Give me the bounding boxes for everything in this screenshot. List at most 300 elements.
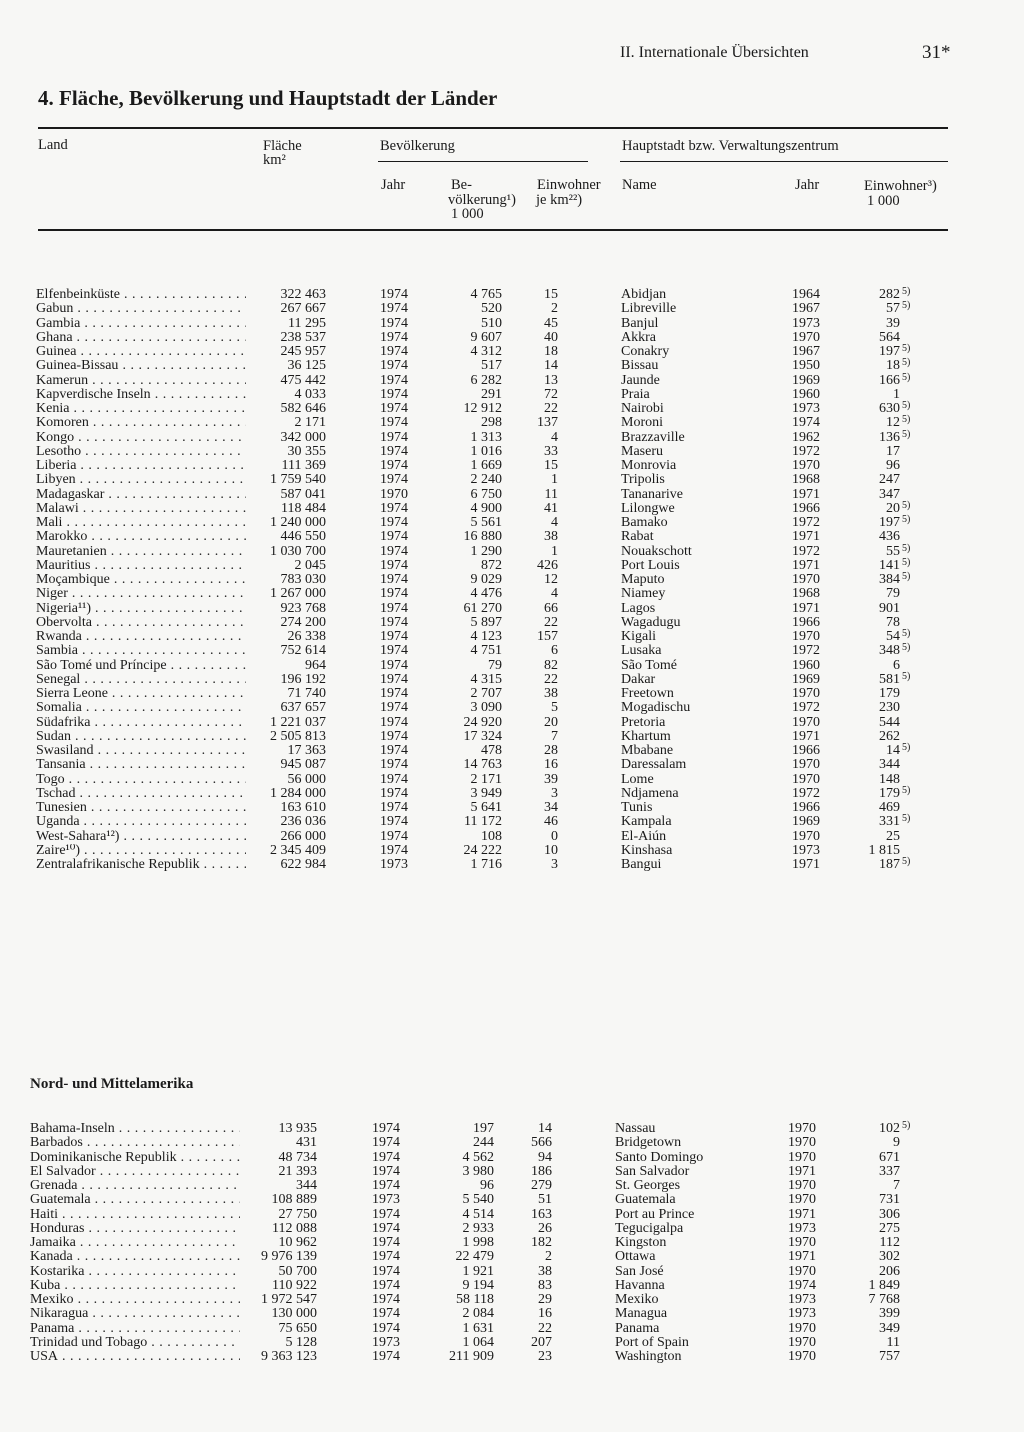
table-row	[0, 388, 1024, 402]
table-row	[0, 858, 1024, 872]
population-value: 1 716	[470, 857, 502, 872]
density-value: 66	[544, 600, 558, 616]
population-year: 1974	[380, 657, 408, 673]
capital-name: Mbabane	[621, 743, 674, 758]
population-value: 24 920	[463, 714, 502, 730]
capital-name: Daressalam	[621, 757, 687, 773]
country-name: Trinidad und Tobago . . .	[30, 1336, 240, 1350]
footnote-marker: 5)	[902, 499, 911, 511]
area-value: 752 614	[280, 643, 326, 659]
footnote-marker: 5)	[902, 357, 911, 369]
capital-year: 1968	[792, 586, 820, 602]
population-year: 1974	[380, 842, 408, 858]
population-value: 4 315	[470, 671, 502, 687]
population-year: 1974	[372, 1178, 400, 1193]
footnote-marker: 5)	[902, 1120, 911, 1131]
country-name: Guinea-Bissau . . .	[36, 359, 246, 373]
area-value: 13 935	[278, 1121, 317, 1136]
capital-population: 384	[879, 572, 900, 587]
density-value: 7	[551, 728, 558, 744]
capital-population: 347	[879, 486, 900, 502]
table-row	[0, 302, 1024, 316]
population-year: 1974	[380, 629, 408, 644]
capital-population: 79	[886, 586, 900, 602]
area-value: 238 537	[280, 329, 326, 345]
population-value: 1 064	[462, 1334, 494, 1350]
col-h-einw-2: 1 000	[867, 193, 900, 209]
capital-name: Wagadugu	[621, 614, 681, 630]
density-value: 13	[544, 372, 558, 388]
density-value: 22	[544, 401, 558, 416]
population-value: 478	[481, 743, 502, 758]
capital-year: 1966	[792, 743, 820, 758]
area-value: 112 088	[272, 1220, 317, 1236]
table-row	[0, 402, 1024, 416]
capital-population: 14	[886, 743, 900, 758]
capital-name: Washington	[615, 1349, 682, 1364]
capital-name: Tegucigalpa	[615, 1220, 684, 1236]
country-name: Nigeria¹¹) . . .	[36, 602, 246, 616]
density-value: 14	[544, 358, 558, 374]
table-row	[0, 1122, 1024, 1136]
table-row	[0, 1236, 1024, 1250]
area-value: 1 221 037	[270, 714, 326, 730]
area-value: 9 976 139	[261, 1249, 317, 1265]
capital-population: 197	[879, 344, 900, 359]
area-value: 266 000	[280, 828, 326, 844]
population-value: 1 921	[462, 1263, 494, 1279]
capital-population: 206	[879, 1263, 900, 1279]
capital-name: Jaunde	[621, 372, 660, 388]
capital-population: 12	[886, 415, 900, 431]
population-value: 4 562	[462, 1149, 494, 1165]
area-value: 11 295	[288, 315, 326, 331]
capital-name: St. Georges	[615, 1178, 681, 1193]
capital-name: Mexiko	[615, 1292, 659, 1307]
capital-name: Maseru	[621, 443, 663, 459]
area-value: 322 463	[280, 287, 326, 302]
density-value: 1	[551, 543, 558, 559]
country-name: El Salvador . . .	[30, 1165, 240, 1179]
population-year: 1974	[380, 529, 408, 545]
capital-name: Moroni	[621, 415, 663, 431]
density-value: 279	[531, 1178, 552, 1193]
country-name: Madagaskar . . .	[36, 488, 246, 502]
country-name: Barbados . . .	[30, 1136, 240, 1150]
density-value: 23	[538, 1349, 552, 1364]
population-year: 1974	[380, 458, 408, 473]
population-value: 2 240	[470, 472, 502, 488]
table-row	[0, 701, 1024, 715]
population-year: 1974	[372, 1206, 400, 1222]
table-row	[0, 1179, 1024, 1193]
capital-name: Dakar	[621, 671, 656, 687]
capital-population: 141	[879, 557, 900, 573]
capital-year: 1970	[792, 329, 820, 345]
country-name: Uganda . . .	[36, 815, 246, 829]
area-value: 71 740	[287, 686, 326, 701]
population-value: 58 118	[456, 1292, 494, 1307]
area-value: 17 363	[287, 743, 326, 758]
capital-population: 349	[879, 1320, 900, 1336]
capital-name: Maputo	[621, 572, 665, 587]
population-year: 1974	[380, 572, 408, 587]
density-value: 6	[551, 643, 558, 659]
africa-table	[0, 288, 1024, 872]
capital-population: 39	[886, 315, 900, 331]
country-name: Kongo . . .	[36, 431, 246, 445]
population-year: 1974	[380, 828, 408, 844]
country-name: Guatemala . . .	[30, 1193, 240, 1207]
density-value: 3	[551, 857, 558, 872]
area-value: 130 000	[271, 1306, 317, 1322]
area-value: 1 284 000	[270, 785, 326, 801]
capital-year: 1966	[792, 800, 820, 815]
table-row	[0, 644, 1024, 658]
capital-year: 1966	[792, 500, 820, 516]
area-value: 30 355	[287, 443, 326, 459]
capital-name: El-Aiún	[621, 828, 667, 844]
capital-population: 581	[879, 671, 900, 687]
population-year: 1974	[380, 429, 408, 445]
capital-year: 1970	[788, 1235, 816, 1250]
population-year: 1974	[380, 472, 408, 488]
density-value: 34	[544, 800, 558, 815]
capital-year: 1967	[792, 301, 820, 317]
capital-year: 1968	[792, 472, 820, 488]
capital-year: 1970	[788, 1135, 816, 1151]
capital-name: Guatemala	[615, 1192, 676, 1208]
population-value: 1 016	[470, 443, 502, 459]
col-flaeche: Fläche	[263, 138, 302, 154]
population-value: 2 171	[470, 771, 502, 787]
capital-population: 1 849	[868, 1277, 900, 1293]
population-year: 1970	[380, 486, 408, 502]
capital-population: 197	[879, 515, 900, 530]
page-number: 31*	[922, 42, 951, 63]
area-value: 923 768	[280, 600, 326, 616]
area-value: 36 125	[287, 358, 326, 374]
capital-name: Freetown	[621, 686, 674, 701]
capital-population: 96	[886, 458, 900, 473]
country-name: Kapverdische Inseln . . .	[36, 388, 246, 402]
country-name: Sudan . . .	[36, 730, 246, 744]
area-value: 582 646	[280, 401, 326, 416]
population-value: 3 949	[470, 785, 502, 801]
col-bevoelkerung: Bevölkerung	[380, 138, 455, 154]
capital-year: 1971	[792, 557, 820, 573]
population-value: 1 998	[462, 1235, 494, 1250]
population-year: 1974	[380, 386, 408, 402]
capital-year: 1971	[792, 600, 820, 616]
capital-name: Santo Domingo	[615, 1149, 704, 1165]
country-name: Gabun . . .	[36, 302, 246, 316]
capital-year: 1973	[792, 315, 820, 331]
table-row	[0, 573, 1024, 587]
population-year: 1974	[380, 771, 408, 787]
capital-name: Nassau	[615, 1121, 656, 1136]
capital-name: Bridgetown	[615, 1135, 682, 1151]
capital-year: 1969	[792, 372, 820, 388]
density-value: 186	[531, 1163, 552, 1179]
capital-year: 1973	[788, 1292, 816, 1307]
area-value: 10 962	[278, 1235, 317, 1250]
table-row	[0, 542, 1024, 559]
table-row	[0, 773, 1024, 787]
population-value: 197	[473, 1121, 494, 1136]
footnote-marker: 5)	[902, 856, 911, 867]
capital-name: Nouakschott	[621, 543, 692, 559]
capital-year: 1966	[792, 614, 820, 630]
capital-year: 1967	[792, 344, 820, 359]
capital-name: Port au Prince	[615, 1206, 695, 1222]
population-value: 4 900	[470, 500, 502, 516]
population-year: 1974	[372, 1220, 400, 1236]
table-row	[0, 359, 1024, 373]
population-year: 1974	[380, 500, 408, 516]
capital-population: 282	[879, 287, 900, 302]
density-value: 163	[531, 1206, 552, 1222]
country-name: Rwanda . . .	[36, 630, 246, 644]
area-value: 344	[296, 1178, 317, 1193]
population-year: 1974	[380, 600, 408, 616]
population-value: 79	[488, 657, 502, 673]
density-value: 83	[538, 1277, 552, 1293]
population-year: 1974	[380, 728, 408, 744]
population-year: 1974	[380, 443, 408, 459]
area-value: 1 030 700	[270, 543, 326, 559]
population-year: 1973	[372, 1192, 400, 1208]
capital-population: 54	[886, 629, 900, 644]
population-year: 1974	[380, 671, 408, 687]
capital-population: 399	[879, 1306, 900, 1322]
capital-year: 1970	[792, 771, 820, 787]
capital-population: 331	[879, 814, 900, 830]
density-value: 1	[551, 472, 558, 488]
population-value: 11 172	[464, 814, 502, 830]
capital-name: Pretoria	[621, 714, 666, 730]
population-year: 1974	[380, 301, 408, 317]
country-name: Liberia . . .	[36, 459, 246, 473]
country-name: Tschad . . .	[36, 787, 246, 801]
capital-year: 1970	[788, 1263, 816, 1279]
capital-year: 1964	[792, 287, 820, 302]
area-value: 111 369	[281, 458, 326, 473]
population-year: 1974	[380, 614, 408, 630]
capital-population: 564	[879, 329, 900, 345]
density-value: 11	[544, 486, 558, 502]
density-value: 16	[544, 757, 558, 773]
capital-year: 1971	[792, 857, 820, 872]
population-value: 5 641	[470, 800, 502, 815]
col-dichte-1: Einwohner	[537, 177, 601, 193]
top-rule	[38, 127, 948, 129]
population-value: 6 750	[470, 486, 502, 502]
population-value: 2 933	[462, 1220, 494, 1236]
population-value: 3 090	[470, 700, 502, 716]
col-land: Land	[38, 137, 68, 153]
table-row	[0, 744, 1024, 758]
density-value: 22	[544, 614, 558, 630]
col-bev-1: Be-	[451, 177, 472, 193]
capital-population: 544	[879, 714, 900, 730]
capital-year: 1973	[792, 401, 820, 416]
table-row	[0, 659, 1024, 673]
capital-name: San Salvador	[615, 1163, 690, 1179]
capital-year: 1971	[788, 1249, 816, 1265]
capital-year: 1970	[788, 1349, 816, 1364]
population-value: 1 313	[470, 429, 502, 445]
population-year: 1974	[372, 1235, 400, 1250]
capital-population: 306	[879, 1206, 900, 1222]
area-value: 637 657	[280, 700, 326, 716]
capital-name: Lusaka	[621, 643, 662, 659]
capital-name: Kinshasa	[621, 842, 673, 858]
table-row	[0, 516, 1024, 530]
footnote-marker: 5)	[902, 642, 911, 654]
population-year: 1974	[380, 415, 408, 431]
population-year: 1974	[380, 714, 408, 730]
capital-name: Tananarive	[621, 486, 683, 502]
population-year: 1974	[380, 515, 408, 530]
capital-name: Panama	[615, 1320, 660, 1336]
area-value: 236 036	[280, 814, 326, 830]
capital-name: Banjul	[621, 315, 659, 331]
capital-population: 18	[886, 358, 900, 374]
population-year: 1974	[380, 800, 408, 815]
capital-name: Port Louis	[621, 557, 680, 573]
density-value: 82	[544, 657, 558, 673]
country-name: Guinea . . .	[36, 345, 246, 359]
table-row	[0, 530, 1024, 544]
country-name: Kamerun . . .	[36, 374, 246, 388]
population-value: 61 270	[463, 600, 502, 616]
country-name: Komoren . . .	[36, 416, 246, 430]
capital-year: 1971	[792, 529, 820, 545]
capital-population: 179	[879, 686, 900, 701]
area-value: 9 363 123	[261, 1349, 317, 1364]
capital-year: 1974	[792, 415, 820, 431]
area-value: 475 442	[280, 372, 326, 388]
capital-name: Tunis	[621, 800, 653, 815]
table-row	[0, 670, 1024, 687]
table-row	[0, 687, 1024, 701]
table-row	[0, 830, 1024, 844]
page-title: 4. Fläche, Bevölkerung und Hauptstadt der Länder	[38, 86, 498, 110]
capital-year: 1973	[792, 842, 820, 858]
population-year: 1974	[380, 743, 408, 758]
population-value: 108	[481, 828, 502, 844]
density-value: 157	[537, 629, 558, 644]
capital-population: 731	[879, 1192, 900, 1208]
population-year: 1974	[380, 586, 408, 602]
table-row	[0, 499, 1024, 516]
density-value: 38	[544, 529, 558, 545]
density-value: 45	[544, 315, 558, 331]
capital-name: Niamey	[621, 586, 666, 602]
area-value: 945 087	[280, 757, 326, 773]
table-row	[0, 488, 1024, 502]
country-name: Elfenbeinküste . . .	[36, 288, 246, 302]
density-value: 5	[551, 700, 558, 716]
area-value: 622 984	[280, 857, 326, 872]
country-name: Somalia . . .	[36, 701, 246, 715]
table-row	[0, 844, 1024, 858]
density-value: 3	[551, 785, 558, 801]
density-value: 207	[531, 1334, 552, 1350]
area-value: 274 200	[280, 614, 326, 630]
capital-population: 247	[879, 472, 900, 488]
population-year: 1974	[372, 1349, 400, 1364]
country-name: Senegal . . .	[36, 673, 246, 687]
area-value: 27 750	[278, 1206, 317, 1222]
population-value: 12 912	[463, 401, 502, 416]
table-row	[0, 1279, 1024, 1293]
country-name: Jamaika . . .	[30, 1236, 240, 1250]
country-name: Libyen . . .	[36, 473, 246, 487]
capital-population: 302	[879, 1249, 900, 1265]
capital-year: 1972	[792, 785, 820, 801]
population-value: 96	[480, 1178, 494, 1193]
population-value: 872	[481, 557, 502, 573]
table-row	[0, 556, 1024, 573]
population-value: 1 290	[470, 543, 502, 559]
col-jahr: Jahr	[381, 177, 406, 193]
density-value: 0	[551, 828, 558, 844]
area-value: 163 610	[280, 800, 326, 815]
area-value: 783 030	[280, 572, 326, 587]
section-heading-north-america: Nord- und Mittelamerika	[30, 1076, 194, 1092]
country-name: Moçambique . . .	[36, 573, 246, 587]
capital-name: Lilongwe	[621, 500, 675, 516]
area-value: 48 734	[278, 1149, 317, 1165]
area-value: 56 000	[287, 771, 326, 787]
area-value: 342 000	[280, 429, 326, 445]
capital-year: 1972	[792, 515, 820, 530]
country-name: Mali . . .	[36, 516, 246, 530]
country-name: Niger . . .	[36, 587, 246, 601]
country-name: Haiti . . .	[30, 1208, 240, 1222]
table-row	[0, 331, 1024, 345]
table-row	[0, 602, 1024, 616]
footnote-marker: 5)	[902, 542, 911, 554]
area-value: 108 889	[271, 1192, 317, 1208]
country-name: Zaire¹⁰) . . .	[36, 844, 246, 858]
area-value: 245 957	[280, 344, 326, 359]
population-value: 22 479	[455, 1249, 494, 1265]
footnote-marker: 5)	[902, 371, 911, 383]
capital-population: 179	[879, 785, 900, 801]
area-value: 196 192	[280, 671, 326, 687]
country-name: Honduras . . .	[30, 1222, 240, 1236]
population-value: 517	[481, 358, 502, 374]
population-value: 1 631	[462, 1320, 494, 1336]
population-value: 9 194	[462, 1277, 494, 1293]
country-name: Mauritius . . .	[36, 559, 246, 573]
capital-year: 1969	[792, 814, 820, 830]
capital-name: Lagos	[621, 600, 656, 616]
table-row	[0, 1322, 1024, 1336]
population-year: 1974	[380, 287, 408, 302]
area-value: 587 041	[280, 486, 326, 502]
density-value: 33	[544, 443, 558, 459]
capital-population: 344	[879, 757, 900, 773]
capital-year: 1970	[792, 757, 820, 773]
density-value: 10	[544, 842, 558, 858]
country-name: Bahama-Inseln . . .	[30, 1122, 240, 1136]
capital-population: 262	[879, 728, 900, 744]
capital-year: 1970	[788, 1320, 816, 1336]
